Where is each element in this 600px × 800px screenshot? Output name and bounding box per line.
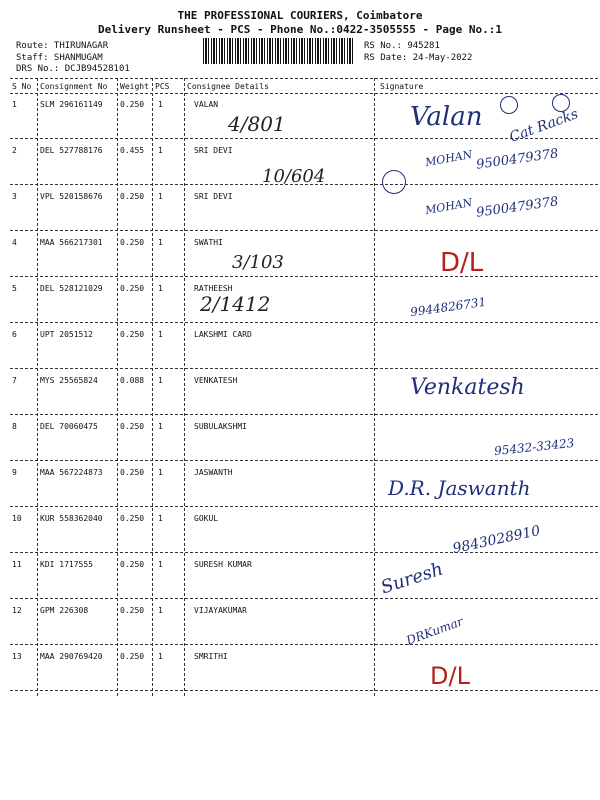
cell-sno: 10 — [12, 514, 22, 523]
cell-pcs: 1 — [158, 468, 163, 477]
cell-consignee: RATHEESH — [194, 284, 233, 293]
cell-pcs: 1 — [158, 514, 163, 523]
cell-consignment-no: DEL 70060475 — [40, 422, 98, 431]
cell-weight: 0.250 — [120, 468, 145, 477]
circle-mark — [382, 170, 406, 194]
cell-consignment-no: MAA 566217301 — [40, 238, 103, 247]
signature-phone: 9843028910 — [451, 522, 542, 558]
col-header-consignee: Consignee Details — [187, 82, 269, 91]
cell-sno: 3 — [12, 192, 17, 201]
cell-sno: 6 — [12, 330, 17, 339]
col-divider — [152, 78, 153, 696]
cell-pcs: 1 — [158, 330, 163, 339]
cell-weight: 0.250 — [120, 330, 145, 339]
signature: Suresh — [378, 558, 446, 599]
col-header-sno: S No — [12, 82, 32, 91]
cell-consignment-no: MYS 25565824 — [40, 376, 98, 385]
cell-sno: 13 — [12, 652, 22, 661]
cell-weight: 0.250 — [120, 606, 145, 615]
cell-consignment-no: VPL 520158676 — [40, 192, 103, 201]
table-top-border — [10, 78, 598, 79]
header-divider — [10, 93, 598, 94]
cell-consignment-no: GPM 226308 — [40, 606, 89, 615]
signature-phone: 9500479378 — [475, 194, 560, 221]
col-divider — [374, 78, 375, 696]
cell-consignee: SWATHI — [194, 238, 223, 247]
cell-weight: 0.088 — [120, 376, 145, 385]
cell-pcs: 1 — [158, 422, 163, 431]
handwritten-door-no: 2/1412 — [200, 292, 271, 316]
row-divider — [10, 598, 598, 599]
cell-consignee: SRI DEVI — [194, 192, 233, 201]
signature: D.R. Jaswanth — [388, 476, 531, 500]
row-divider — [10, 276, 598, 277]
col-divider — [184, 78, 185, 696]
cell-pcs: 1 — [158, 284, 163, 293]
signature-phone: 9500479378 — [475, 146, 560, 173]
cell-consignment-no: DEL 527788176 — [40, 146, 103, 155]
row-divider — [10, 690, 598, 691]
signature-name: MOHAN — [424, 195, 474, 218]
cell-consignee: LAKSHMI CARD — [194, 330, 252, 339]
cell-consignee: VIJAYAKUMAR — [194, 606, 247, 615]
cell-weight: 0.250 — [120, 652, 145, 661]
company-title: THE PROFESSIONAL COURIERS, Coimbatore — [177, 9, 423, 22]
cell-sno: 9 — [12, 468, 17, 477]
cell-pcs: 1 — [158, 238, 163, 247]
cell-consignment-no: KDI 1717555 — [40, 560, 93, 569]
signature-note: Cat Racks — [507, 106, 581, 146]
row-divider — [10, 506, 598, 507]
barcode — [203, 38, 353, 64]
cell-consignee: SMRITHI — [194, 652, 228, 661]
delivered-mark: D/L — [440, 248, 484, 278]
route: Route: THIRUNAGAR — [16, 41, 109, 51]
row-divider — [10, 414, 598, 415]
cell-pcs: 1 — [158, 192, 163, 201]
delivered-mark: D/L — [430, 662, 470, 690]
cell-pcs: 1 — [158, 146, 163, 155]
cell-consignment-no: SLM 296161149 — [40, 100, 103, 109]
col-header-weight: Weight — [120, 82, 149, 91]
cell-weight: 0.250 — [120, 284, 145, 293]
drs-number: DRS No.: DCJB94528101 — [16, 64, 130, 74]
cell-pcs: 1 — [158, 560, 163, 569]
cell-pcs: 1 — [158, 100, 163, 109]
row-divider — [10, 644, 598, 645]
cell-sno: 1 — [12, 100, 17, 109]
cell-consignment-no: DEL 528121029 — [40, 284, 103, 293]
cell-consignment-no: MAA 567224873 — [40, 468, 103, 477]
cell-sno: 2 — [12, 146, 17, 155]
handwritten-door-no: 3/103 — [232, 252, 284, 273]
col-divider — [117, 78, 118, 696]
signature: DRKumar — [404, 614, 465, 648]
cell-sno: 8 — [12, 422, 17, 431]
cell-consignee: GOKUL — [194, 514, 219, 523]
cell-consignee: SURESH KUMAR — [194, 560, 252, 569]
row-divider — [10, 552, 598, 553]
cell-weight: 0.250 — [120, 100, 145, 109]
cell-weight: 0.455 — [120, 146, 145, 155]
cell-weight: 0.250 — [120, 192, 145, 201]
cell-consignment-no: MAA 290769420 — [40, 652, 103, 661]
row-divider — [10, 460, 598, 461]
cell-consignee: VALAN — [194, 100, 219, 109]
signature: Venkatesh — [410, 375, 525, 400]
col-header-signature: Signature — [380, 82, 424, 91]
cell-sno: 7 — [12, 376, 17, 385]
row-divider — [10, 368, 598, 369]
rs-date: RS Date: 24-May-2022 — [364, 53, 473, 63]
signature: Valan — [410, 102, 483, 132]
cell-weight: 0.250 — [120, 514, 145, 523]
col-header-pcs: PCS — [155, 82, 170, 91]
signature-phone: 95432-33423 — [493, 435, 575, 459]
cell-weight: 0.250 — [120, 238, 145, 247]
cell-sno: 4 — [12, 238, 17, 247]
cell-sno: 11 — [12, 560, 22, 569]
signature-name: MOHAN — [424, 147, 474, 170]
col-divider — [37, 78, 38, 696]
cell-sno: 5 — [12, 284, 17, 293]
cell-consignee: VENKATESH — [194, 376, 238, 385]
cell-consignment-no: UPT 2051512 — [40, 330, 93, 339]
rs-number: RS No.: 945281 — [364, 41, 440, 51]
cell-pcs: 1 — [158, 606, 163, 615]
runsheet-title: Delivery Runsheet - PCS - Phone No.:0422-3505555 - Page No.:1 — [98, 23, 502, 36]
cell-consignee: SUBULAKSHMI — [194, 422, 247, 431]
cell-pcs: 1 — [158, 652, 163, 661]
cell-consignment-no: KUR 558362040 — [40, 514, 103, 523]
handwritten-door-no: 10/604 — [262, 166, 326, 187]
cell-consignee: SRI DEVI — [194, 146, 233, 155]
staff: Staff: SHANMUGAM — [16, 53, 103, 63]
circle-mark — [500, 96, 518, 114]
signature-phone: 9944826731 — [409, 294, 487, 320]
cell-pcs: 1 — [158, 376, 163, 385]
cell-weight: 0.250 — [120, 560, 145, 569]
handwritten-door-no: 4/801 — [228, 112, 286, 136]
cell-sno: 12 — [12, 606, 22, 615]
row-divider — [10, 322, 598, 323]
col-header-consignment: Consignment No — [40, 82, 108, 91]
cell-consignee: JASWANTH — [194, 468, 233, 477]
cell-weight: 0.250 — [120, 422, 145, 431]
row-divider — [10, 230, 598, 231]
